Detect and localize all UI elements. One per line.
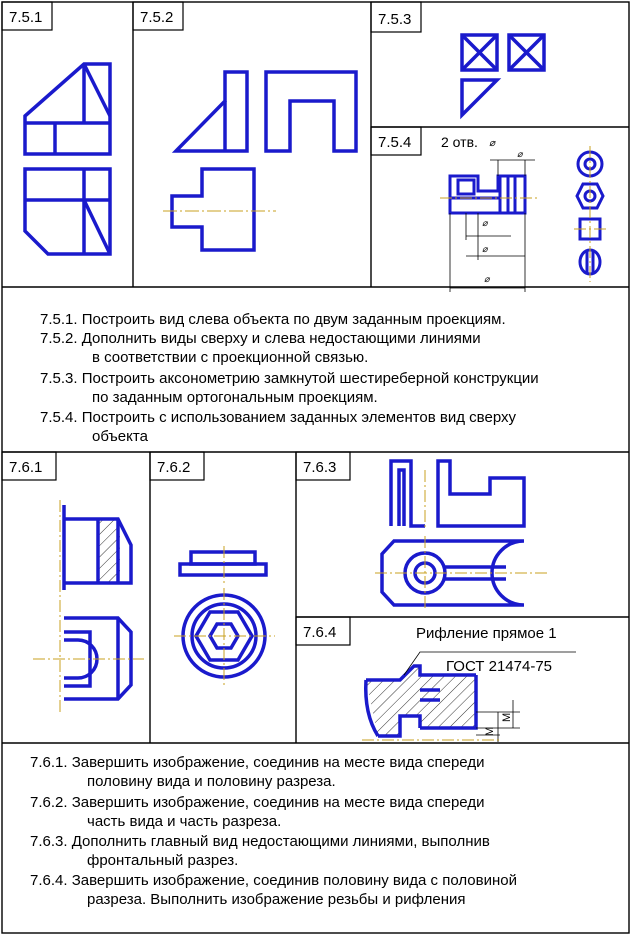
drawing-763 (375, 461, 548, 611)
drawing-753 (462, 35, 544, 115)
task-763: 7.6.3. Дополнить главный вид недостающими линиями, выполнив (30, 833, 490, 850)
drawing-761 (33, 500, 144, 713)
task-762: 7.6.2. Завершить изображение, соединив на месте вида спереди (30, 794, 485, 811)
drawing-752 (172, 72, 356, 250)
task-763-cont: фронтальный разрез. (87, 852, 239, 869)
task-754: 7.5.4. Построить с использованием заданных элементов вид сверху (40, 409, 516, 426)
dim-diameter-3: ⌀ (482, 244, 488, 254)
dim-diameter-4: ⌀ (484, 274, 490, 284)
thread-label-m2: M (501, 712, 513, 722)
cell-label-763: 7.6.3 (303, 459, 337, 476)
holes-diameter-mark: ⌀ (489, 138, 496, 149)
task-764-cont: разреза. Выполнить изображение резьбы и рифления (87, 891, 466, 908)
task-752: 7.5.2. Дополнить виды сверху и слева недостающими линиями (40, 330, 481, 347)
task-761-cont: половину вида и половину разреза. (87, 773, 336, 790)
cell-label-752: 7.5.2 (140, 9, 174, 26)
drawing-762 (174, 546, 275, 688)
cell-label-764: 7.6.4 (303, 624, 337, 641)
cell-label-753: 7.5.3 (378, 11, 412, 28)
task-753: 7.5.3. Построить аксонометрию замкнутой шестиреберной конструкции (40, 370, 539, 387)
drawing-754 (440, 146, 606, 292)
task-753-cont: по заданным ортогональным проекциям. (92, 389, 378, 406)
cell-label-751: 7.5.1 (9, 9, 43, 26)
task-764: 7.6.4. Завершить изображение, соединив половину вида с половиной (30, 872, 517, 889)
task-761: 7.6.1. Завершить изображение, соединив на месте вида спереди (30, 754, 485, 771)
task-752-cont: в соответствии с проекционной связью. (92, 349, 369, 366)
knurl-label: Рифление прямое 1 (416, 625, 557, 642)
cell-label-762: 7.6.2 (157, 459, 191, 476)
task-762-cont: часть вида и часть разреза. (87, 813, 282, 830)
task-751: 7.5.1. Построить вид слева объекта по двум заданным проекциям. (40, 311, 506, 328)
cell-label-754: 7.5.4 (378, 134, 412, 151)
dim-diameter-1: ⌀ (517, 149, 523, 159)
cell-label-761: 7.6.1 (9, 459, 43, 476)
task-754-cont: объекта (92, 428, 148, 445)
drawing-751 (25, 64, 110, 254)
thread-label-m1: M (484, 726, 496, 736)
holes-note: 2 отв. (441, 134, 478, 150)
gost-label: ГОСТ 21474-75 (446, 658, 553, 675)
dim-diameter-2: ⌀ (482, 218, 488, 228)
